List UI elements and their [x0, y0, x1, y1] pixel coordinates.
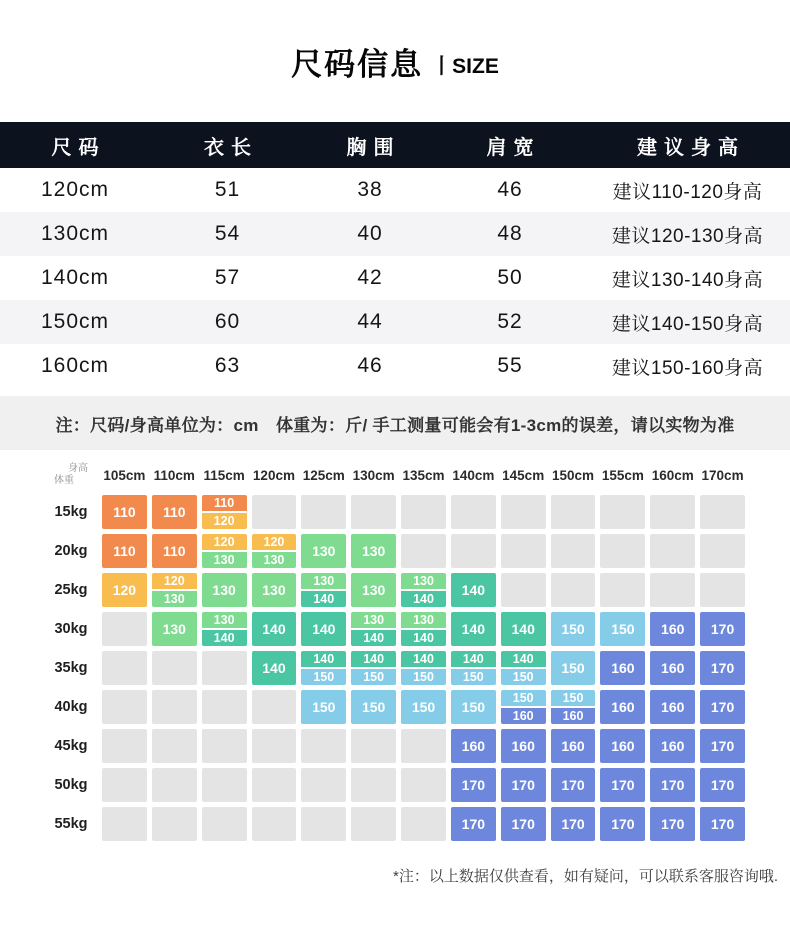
size-cell-140: 140: [252, 651, 297, 685]
empty-cell: [202, 651, 247, 685]
size-cell-170: 170: [700, 729, 745, 763]
size-cell-140: 140: [401, 589, 446, 607]
column-header: 肩宽: [486, 136, 541, 159]
size-cell-160: 160: [650, 612, 695, 646]
matrix-row-label: 50kg: [54, 777, 88, 793]
height-weight-matrix: [0, 450, 790, 841]
size-table-header-row: [0, 122, 790, 168]
empty-cell: [700, 534, 745, 568]
table-cell: 建议120-130身高: [611, 225, 764, 247]
footer-note-text: *注：以上数据仅供查看，如有疑问，可以联系客服咨询哦.: [392, 868, 778, 885]
corner-label: [45, 463, 97, 488]
size-cell-130: 130: [202, 573, 247, 607]
empty-cell: [102, 612, 147, 646]
size-cell-170: 170: [700, 690, 745, 724]
size-cell-170: 170: [451, 807, 496, 841]
size-cell-160: 160: [451, 729, 496, 763]
empty-cell: [451, 495, 496, 529]
empty-cell: [152, 651, 197, 685]
split-size-cell: [551, 690, 596, 724]
size-cell-160: 160: [600, 651, 645, 685]
size-cell-160: 160: [600, 690, 645, 724]
size-cell-120: 120: [152, 573, 197, 589]
size-cell-150: 150: [301, 667, 346, 685]
size-cell-150: 150: [451, 690, 496, 724]
size-cell-110: 110: [102, 534, 147, 568]
size-cell-170: 170: [600, 807, 645, 841]
size-cell-170: 170: [700, 768, 745, 802]
empty-cell: [252, 768, 297, 802]
split-size-cell: [301, 573, 346, 607]
empty-cell: [351, 495, 396, 529]
empty-cell: [152, 729, 197, 763]
size-cell-170: 170: [551, 807, 596, 841]
size-cell-130: 130: [401, 612, 446, 628]
empty-cell: [152, 690, 197, 724]
empty-cell: [401, 768, 446, 802]
table-cell: 建议110-120身高: [612, 181, 763, 203]
size-cell-150: 150: [501, 667, 546, 685]
table-cell: 54: [214, 222, 241, 245]
size-cell-170: 170: [700, 651, 745, 685]
empty-cell: [700, 573, 745, 607]
size-cell-160: 160: [551, 706, 596, 724]
split-size-cell: [351, 612, 396, 646]
size-cell-150: 150: [401, 667, 446, 685]
empty-cell: [351, 729, 396, 763]
size-cell-150: 150: [451, 667, 496, 685]
measurement-note-text: 注：尺码/身高单位为：cm 体重为：斤/ 手工测量可能会有1-3cm的误差，请以实物为准: [55, 415, 735, 435]
matrix-column-header: 160cm: [651, 467, 694, 483]
matrix-column-header: 135cm: [402, 467, 445, 483]
empty-cell: [401, 729, 446, 763]
matrix-row-label: 35kg: [54, 660, 88, 676]
split-size-cell: [202, 534, 247, 568]
size-cell-120: 120: [202, 534, 247, 550]
empty-cell: [301, 807, 346, 841]
size-cell-140: 140: [501, 612, 546, 646]
matrix-column-header: 140cm: [452, 467, 495, 483]
size-cell-140: 140: [301, 651, 346, 667]
corner-weight-label: 体重: [54, 475, 74, 486]
size-table: [0, 122, 790, 388]
empty-cell: [501, 573, 546, 607]
matrix-column-header: 105cm: [103, 467, 146, 483]
split-size-cell: [501, 690, 546, 724]
size-cell-120: 120: [252, 534, 297, 550]
matrix-column-header: 120cm: [252, 467, 295, 483]
size-cell-120: 120: [202, 511, 247, 529]
matrix-column-header: 110cm: [153, 467, 195, 483]
table-row: [0, 168, 790, 212]
size-cell-140: 140: [351, 651, 396, 667]
size-cell-140: 140: [451, 612, 496, 646]
size-cell-110: 110: [202, 495, 247, 511]
size-cell-130: 130: [351, 612, 396, 628]
table-cell: 63: [214, 354, 241, 377]
size-cell-130: 130: [202, 612, 247, 628]
empty-cell: [202, 729, 247, 763]
size-cell-160: 160: [551, 729, 596, 763]
matrix-row-label: 30kg: [54, 621, 88, 637]
size-cell-120: 120: [102, 573, 147, 607]
empty-cell: [401, 807, 446, 841]
table-cell: 60: [214, 310, 241, 333]
size-cell-140: 140: [451, 651, 496, 667]
size-cell-130: 130: [152, 612, 197, 646]
split-size-cell: [451, 651, 496, 685]
size-cell-150: 150: [551, 651, 596, 685]
size-cell-160: 160: [650, 651, 695, 685]
matrix-column-header: 150cm: [552, 467, 595, 483]
size-cell-130: 130: [351, 573, 396, 607]
size-cell-130: 130: [401, 573, 446, 589]
split-size-cell: [301, 651, 346, 685]
size-cell-170: 170: [650, 807, 695, 841]
size-cell-140: 140: [301, 589, 346, 607]
table-cell: 51: [214, 178, 241, 201]
split-size-cell: [351, 651, 396, 685]
size-cell-140: 140: [451, 573, 496, 607]
size-cell-130: 130: [202, 550, 247, 568]
empty-cell: [551, 573, 596, 607]
size-cell-150: 150: [551, 612, 596, 646]
size-cell-170: 170: [501, 807, 546, 841]
size-cell-150: 150: [351, 667, 396, 685]
matrix-row-label: 40kg: [54, 699, 88, 715]
size-cell-170: 170: [501, 768, 546, 802]
size-cell-170: 170: [700, 612, 745, 646]
size-cell-170: 170: [600, 768, 645, 802]
size-cell-130: 130: [152, 589, 197, 607]
empty-cell: [551, 495, 596, 529]
table-cell: 55: [497, 354, 523, 377]
split-size-cell: [202, 495, 247, 529]
size-cell-170: 170: [551, 768, 596, 802]
empty-cell: [202, 768, 247, 802]
size-cell-140: 140: [301, 612, 346, 646]
table-cell: 130cm: [40, 222, 110, 245]
corner-height-label: 身高: [68, 462, 88, 474]
split-size-cell: [252, 534, 297, 568]
table-cell: 建议150-160身高: [611, 357, 764, 379]
empty-cell: [252, 495, 297, 529]
matrix-column-header: 170cm: [701, 467, 744, 483]
matrix-row-label: 20kg: [54, 543, 88, 559]
split-size-cell: [401, 573, 446, 607]
empty-cell: [102, 729, 147, 763]
table-cell: 40: [357, 222, 383, 245]
size-cell-160: 160: [650, 690, 695, 724]
matrix-grid: [45, 460, 745, 841]
empty-cell: [102, 768, 147, 802]
empty-cell: [152, 807, 197, 841]
size-cell-110: 110: [152, 495, 197, 529]
size-cell-130: 130: [252, 550, 297, 568]
size-cell-110: 110: [152, 534, 197, 568]
table-cell: 38: [357, 178, 383, 201]
size-cell-160: 160: [650, 729, 695, 763]
empty-cell: [301, 768, 346, 802]
size-cell-130: 130: [301, 534, 346, 568]
table-cell: 44: [357, 310, 383, 333]
table-row: [0, 212, 790, 256]
column-header: 尺码: [51, 136, 106, 159]
size-table-body: [0, 168, 790, 388]
empty-cell: [102, 690, 147, 724]
empty-cell: [252, 729, 297, 763]
table-row: [0, 256, 790, 300]
size-cell-150: 150: [551, 690, 596, 706]
table-cell: 50: [497, 266, 523, 289]
empty-cell: [102, 651, 147, 685]
table-cell: 52: [497, 310, 523, 333]
empty-cell: [351, 768, 396, 802]
empty-cell: [301, 495, 346, 529]
size-cell-150: 150: [600, 612, 645, 646]
size-cell-150: 150: [301, 690, 346, 724]
empty-cell: [650, 573, 695, 607]
empty-cell: [202, 690, 247, 724]
split-size-cell: [401, 612, 446, 646]
split-size-cell: [401, 651, 446, 685]
size-cell-170: 170: [650, 768, 695, 802]
table-cell: 46: [497, 178, 523, 201]
empty-cell: [600, 495, 645, 529]
table-cell: 140cm: [40, 266, 110, 289]
title-sub: 丨SIZE: [431, 55, 499, 78]
matrix-row-label: 15kg: [54, 504, 88, 520]
size-cell-170: 170: [451, 768, 496, 802]
empty-cell: [650, 534, 695, 568]
size-cell-150: 150: [501, 690, 546, 706]
empty-cell: [551, 534, 596, 568]
table-cell: 建议140-150身高: [611, 313, 764, 335]
size-cell-140: 140: [202, 628, 247, 646]
measurement-note-band: [0, 396, 790, 450]
size-cell-150: 150: [351, 690, 396, 724]
size-cell-160: 160: [501, 706, 546, 724]
matrix-row-label: 25kg: [54, 582, 88, 598]
split-size-cell: [501, 651, 546, 685]
split-size-cell: [152, 573, 197, 607]
size-cell-130: 130: [301, 573, 346, 589]
footer-note: [0, 865, 790, 886]
column-header: 建议身高: [637, 136, 745, 159]
table-cell: 120cm: [40, 178, 110, 201]
empty-cell: [301, 729, 346, 763]
size-cell-150: 150: [401, 690, 446, 724]
empty-cell: [351, 807, 396, 841]
empty-cell: [152, 768, 197, 802]
size-cell-140: 140: [401, 628, 446, 646]
table-row: [0, 300, 790, 344]
empty-cell: [600, 534, 645, 568]
table-cell: 46: [357, 354, 383, 377]
table-row: [0, 344, 790, 388]
empty-cell: [252, 690, 297, 724]
size-cell-130: 130: [252, 573, 297, 607]
empty-cell: [401, 495, 446, 529]
column-header: 衣长: [204, 136, 258, 159]
size-cell-110: 110: [102, 495, 147, 529]
size-cell-140: 140: [252, 612, 297, 646]
empty-cell: [451, 534, 496, 568]
table-cell: 57: [214, 266, 241, 289]
size-cell-130: 130: [351, 534, 396, 568]
title-main: 尺码信息: [291, 46, 424, 82]
matrix-row-label: 45kg: [54, 738, 88, 754]
size-cell-160: 160: [600, 729, 645, 763]
matrix-column-header: 125cm: [302, 467, 345, 483]
matrix-row-label: 55kg: [54, 816, 88, 832]
matrix-column-header: 155cm: [601, 467, 644, 483]
size-cell-170: 170: [700, 807, 745, 841]
table-cell: 150cm: [40, 310, 110, 333]
empty-cell: [102, 807, 147, 841]
empty-cell: [401, 534, 446, 568]
matrix-column-header: 115cm: [203, 467, 245, 483]
size-cell-160: 160: [501, 729, 546, 763]
page-title: [0, 0, 790, 122]
empty-cell: [501, 534, 546, 568]
table-cell: 建议130-140身高: [611, 269, 764, 291]
matrix-column-header: 130cm: [352, 467, 395, 483]
empty-cell: [600, 573, 645, 607]
empty-cell: [202, 807, 247, 841]
empty-cell: [252, 807, 297, 841]
table-cell: 42: [357, 266, 383, 289]
empty-cell: [501, 495, 546, 529]
column-header: 胸围: [346, 136, 401, 159]
matrix-column-header: 145cm: [502, 467, 545, 483]
size-cell-140: 140: [501, 651, 546, 667]
size-cell-140: 140: [401, 651, 446, 667]
size-cell-140: 140: [351, 628, 396, 646]
table-cell: 160cm: [40, 354, 110, 377]
empty-cell: [700, 495, 745, 529]
empty-cell: [650, 495, 695, 529]
table-cell: 48: [497, 222, 523, 245]
split-size-cell: [202, 612, 247, 646]
